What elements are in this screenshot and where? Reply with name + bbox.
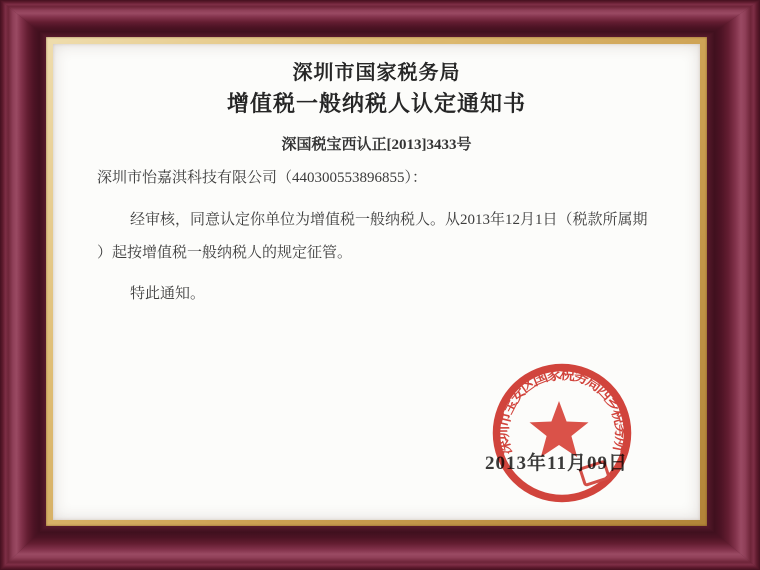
official-seal [486, 362, 638, 508]
addressee-line: 深圳市怡嘉淇科技有限公司（440300553896855）： [97, 170, 428, 186]
closing-line: 特此通知。 [130, 286, 206, 302]
body-text-line: ）起按增值税一般纳税人的规定征管。 [97, 245, 353, 261]
issue-date: 2013年11月09日 [485, 453, 628, 474]
body-text-line: 经审核，同意认定你单位为增值税一般纳税人。从2013年12月1日（税款所属期 [130, 212, 648, 228]
document-title: 增值税一般纳税人认定通知书 [226, 91, 526, 116]
frame-edge-right [707, 0, 760, 570]
frame-edge-top [0, 0, 760, 37]
seal-ring-text: 深圳市宝安区国家税务局西乡税务所 [495, 366, 629, 457]
certificate-paper [53, 44, 700, 520]
frame-edge-left [0, 0, 46, 570]
document-number: 深国税宝西认正[2013]3433号 [281, 137, 472, 153]
issuer-title: 深圳市国家税务局 [292, 62, 461, 84]
frame-edge-bottom [0, 526, 760, 570]
